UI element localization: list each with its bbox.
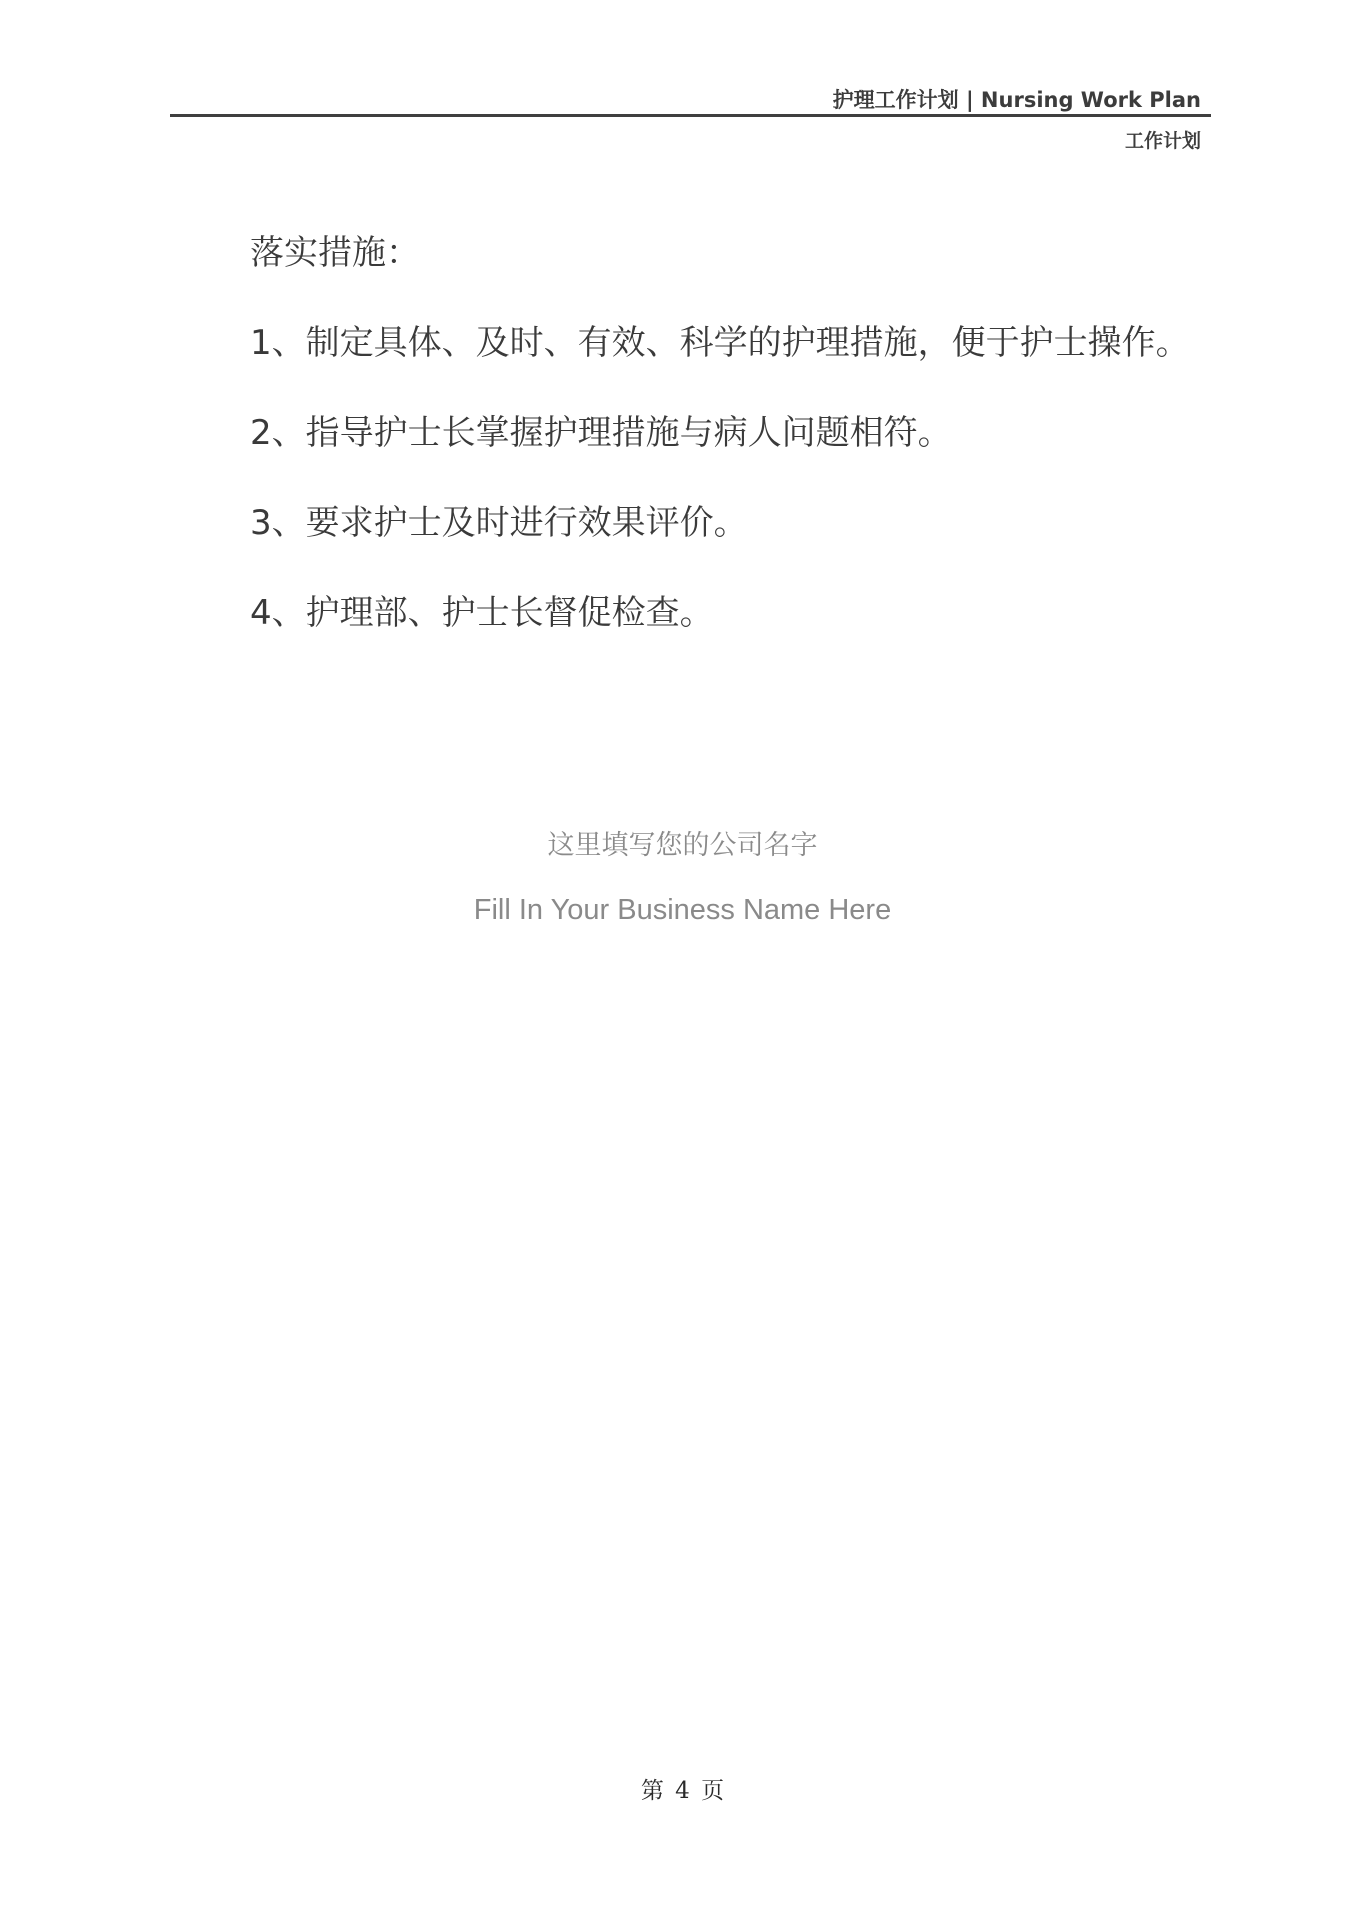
- company-name-chinese: 这里填写您的公司名字: [547, 830, 818, 861]
- header-divider: [170, 114, 1211, 117]
- company-name-english: Fill In Your Business Name Here: [473, 894, 892, 926]
- page-number: 第 4 页: [640, 1778, 725, 1804]
- list-item-1: 1、制定具体、及时、有效、科学的护理措施，便于护士操作。: [250, 323, 1190, 363]
- header-subtitle: 工作计划: [1124, 130, 1201, 152]
- list-item-4: 4、护理部、护士长督促检查。: [250, 593, 714, 633]
- list-item-3: 3、要求护士及时进行效果评价。: [250, 503, 748, 543]
- header-title: 护理工作计划 | Nursing Work Plan: [832, 88, 1201, 112]
- list-item-2: 2、指导护士长掌握护理措施与病人问题相符。: [250, 413, 952, 453]
- section-heading: 落实措施：: [250, 233, 420, 273]
- document-body: [250, 228, 1240, 638]
